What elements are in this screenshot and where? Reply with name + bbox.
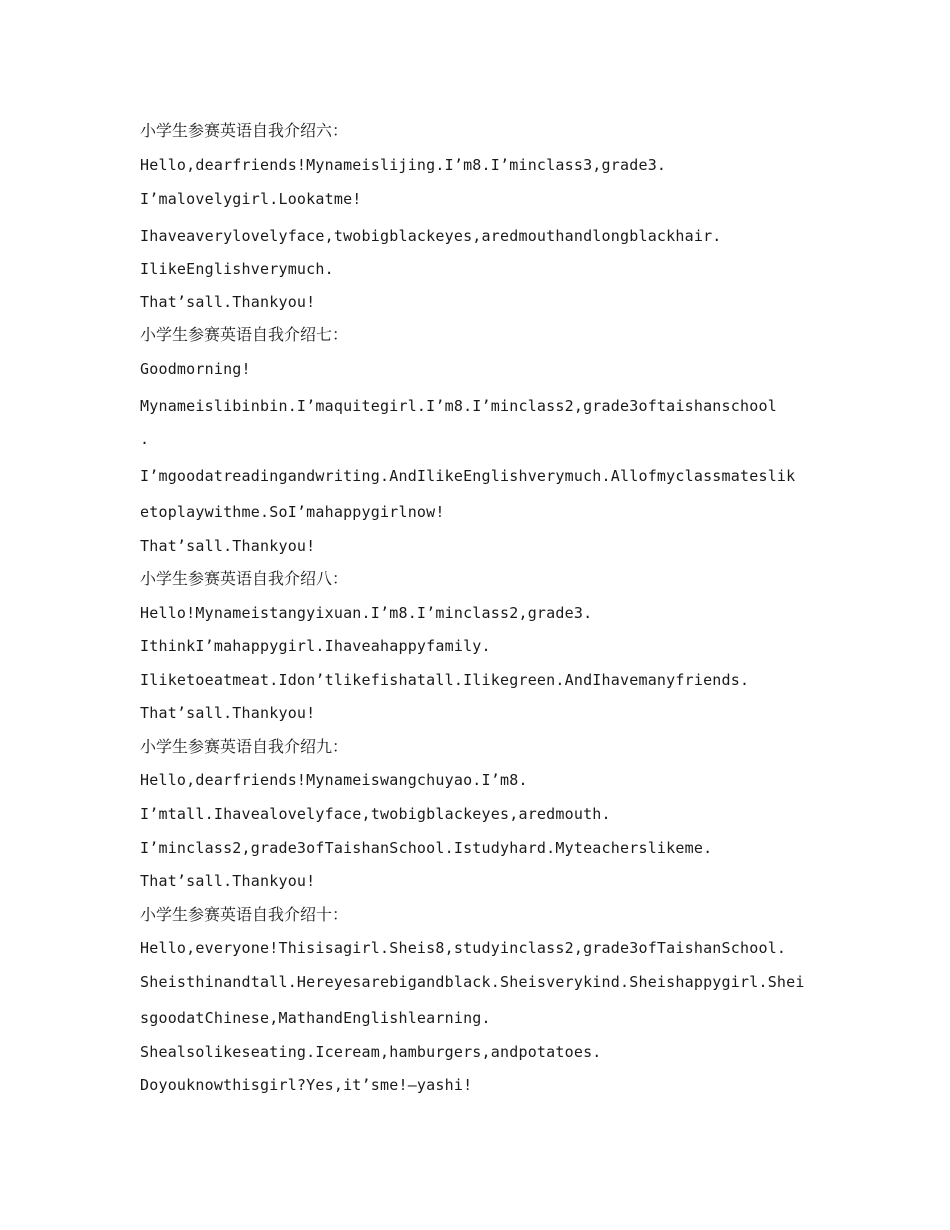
- text-line: etoplaywithme.SoI’mahappygirlnow!: [140, 503, 445, 521]
- text-line: Ihaveaverylovelyface,twobigblackeyes,aredmouthandlongblackhair.: [140, 227, 722, 245]
- text-line: .: [140, 430, 150, 448]
- text-line: I’minclass2,grade3ofTaishanSchool.Istudyhard.Myteacherslikeme.: [140, 839, 713, 857]
- text-line: Hello,dearfriends!Mynameislijing.I’m8.I’minclass3,grade3.: [140, 156, 667, 174]
- text-line: Hello,everyone!Thisisagirl.Sheis8,studyinclass2,grade3ofTaishanSchool.: [140, 939, 787, 957]
- section-heading-8: 小学生参赛英语自我介绍八：: [140, 569, 349, 588]
- text-line: IlikeEnglishverymuch.: [140, 260, 334, 278]
- text-line: I’malovelygirl.Lookatme!: [140, 190, 362, 208]
- text-line: Hello,dearfriends!Mynameiswangchuyao.I’m8.: [140, 771, 528, 789]
- section-heading-10: 小学生参赛英语自我介绍十：: [140, 905, 349, 924]
- text-line: That’sall.Thankyou!: [140, 872, 316, 890]
- text-line: IthinkI’mahappygirl.Ihaveahappyfamily.: [140, 637, 491, 655]
- text-line: Doyouknowthisgirl?Yes,it’sme!—yashi!: [140, 1076, 473, 1094]
- text-line: Hello!Mynameistangyixuan.I’m8.I’minclass2,grade3.: [140, 604, 593, 622]
- text-line: Iliketoeatmeat.Idon’tlikefishatall.Ilikegreen.AndIhavemanyfriends.: [140, 671, 750, 689]
- text-line: Mynameislibinbin.I’maquitegirl.I’m8.I’minclass2,grade3oftaishanschool: [140, 397, 777, 415]
- text-line: That’sall.Thankyou!: [140, 704, 316, 722]
- text-line: I’mgoodatreadingandwriting.AndIlikeEnglishverymuch.Allofmyclassmateslik: [140, 467, 796, 485]
- text-line: That’sall.Thankyou!: [140, 293, 316, 311]
- text-line: Goodmorning!: [140, 360, 251, 378]
- text-line: sgoodatChinese,MathandEnglishlearning.: [140, 1009, 491, 1027]
- text-line: That’sall.Thankyou!: [140, 537, 316, 555]
- text-line: I’mtall.Ihavealovelyface,twobigblackeyes,aredmouth.: [140, 805, 611, 823]
- text-line: Shealsolikeseating.Iceream,hamburgers,andpotatoes.: [140, 1043, 602, 1061]
- section-heading-9: 小学生参赛英语自我介绍九：: [140, 737, 349, 756]
- section-heading-6: 小学生参赛英语自我介绍六：: [140, 121, 349, 140]
- section-heading-7: 小学生参赛英语自我介绍七：: [140, 325, 349, 344]
- text-line: Sheisthinandtall.Hereyesarebigandblack.Sheisverykind.Sheishappygirl.Shei: [140, 973, 805, 991]
